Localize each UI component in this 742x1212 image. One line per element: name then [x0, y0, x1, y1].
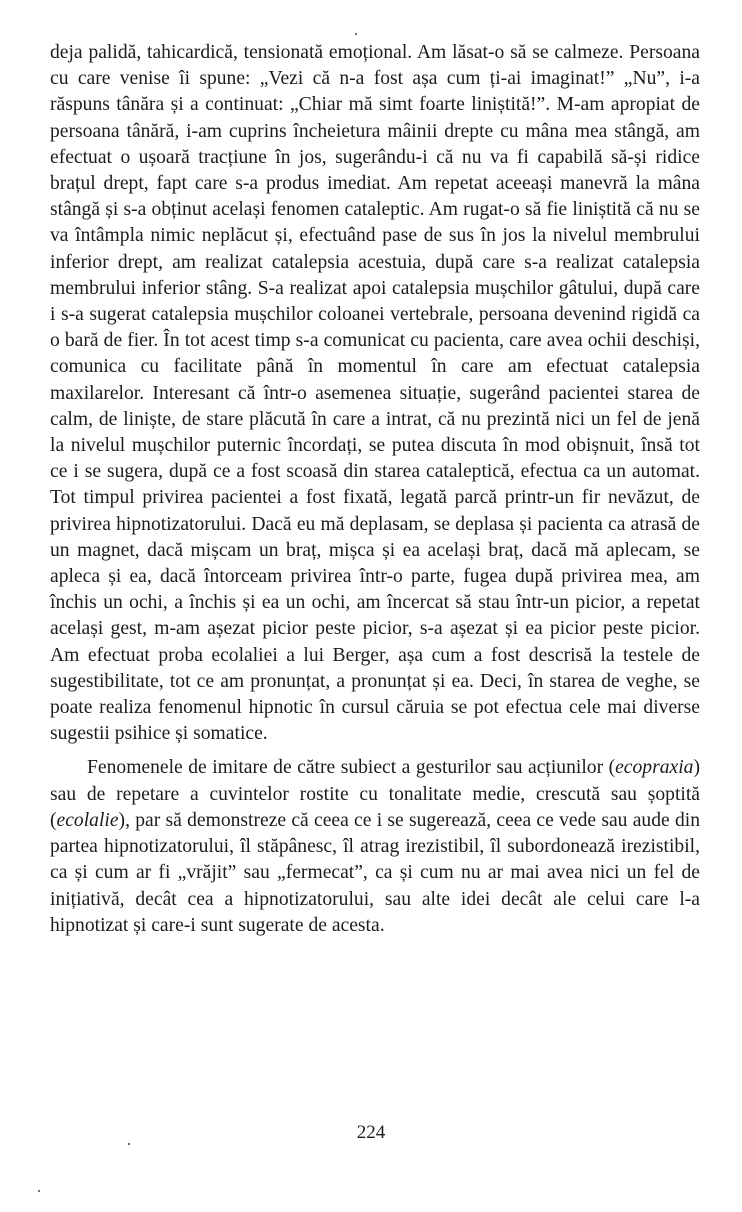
paragraph-1: [50, 40, 700, 747]
page-number: 224: [356, 1122, 386, 1143]
text-run: ) sau de repetare a cuvintelor rostite cu tonalitate medie, crescută sau șoptită (: [50, 757, 700, 831]
italic-term: ecolalie: [56, 809, 119, 831]
italic-term: ecopraxia: [615, 757, 694, 779]
scan-speck: [38, 1190, 40, 1192]
scan-speck: [355, 33, 357, 35]
text-run: deja palidă, tahicardică, tensionată emoțional. Am lăsat-o să se calmeze. Persoana cu care venise îi spune: „Vezi că n-a fost așa cum ți-ai imaginat!” „Nu”, i-a răspuns tânăra și a continuat: „Chiar mă simt foarte liniștită!”. M-am apropiat de persoana tânără, i-am cuprins încheietura mâinii drepte cu mâna mea stângă, am efectuat o ușoară tracțiune în jos, sugerându-i că nu va fi capabilă să-și ridice brațul drept, fapt care s-a produs imediat. Am repetat aceeași manevră la mâna stângă și s-a obținut același fenomen cataleptic. Am rugat-o să fie liniștită că nu se va întâmpla nimic neplăcut și, efectuând pase de sus în jos la nivelul membrului inferior drept, am realizat catalepsia acestuia, după care s-a realizat catalepsia membrului inferior stâng. S-a realizat apoi catalepsia mușchilor gâtului, după care i s-a sugerat catalepsia mușchilor coloanei vertebrale, persoana devenind rigidă ca o bară de fier. În tot acest timp s-a comunicat cu pacienta, care avea ochii deschiși, comunica cu facilitate până în momentul în care am efectuat catalepsia maxilarelor. Interesant că într-o asemenea situație, sugerând pacientei starea de calm, de liniște, de stare plăcută în care a intrat, că nu prezintă nici un fel de jenă la nivelul mușchilor puternic încordați, se putea discuta în mod obișnuit, însă tot ce i se sugera, după ce a fost scoasă din starea cataleptică, efectua ca un automat. Tot timpul privirea pacientei a fost fixată, legată parcă printr-un fir nevăzut, de privirea hipnotizatorului. Dacă eu mă deplasam, se deplasa și pacienta ca atrasă de un magnet, dacă mișcam un braț, mișca și ea același braț, dacă mă aplecam, se apleca și ea, dacă întorceam privirea într-o parte, fugea după privirea mea, am închis un ochi, a închis și ea un ochi, am încercat să stau într-un picior, a repetat același gest, m-am așezat picior peste picior, s-a așezat și ea picior peste picior. Am efectuat proba ecolaliei a lui Berger, așa cum a fost descrisă la testele de sugestibilitate, tot ce am pronunțat, a pronunțat și ea. Deci, în starea de veghe, se poate realiza fenomenul hipnotic în cursul căruia se pot efectua cele mai diverse sugestii psihice și somatice.: [50, 42, 700, 745]
text-run: Fenomenele de imitare de către subiect a gesturilor sau acțiunilor (: [87, 757, 616, 779]
text-run: ), par să demonstreze că ceea ce i se sugerează, ceea ce vede sau aude din partea hipnotizatorului, îl stăpânesc, îl atrag irezistibil, îl subordonează irezistibil, ca și cum ar fi „vrăjit” sau „fermecat”, ca și cum nu ar mai avea nici un fel de inițiativă, decât cea a hipnotizatorului, sau alte idei decât ale celui care l-a hipnotizat și care-i sunt sugerate de acesta.: [50, 809, 700, 936]
page-text: [50, 40, 700, 939]
paragraph-2: [50, 755, 700, 938]
scan-speck: [128, 1143, 130, 1145]
